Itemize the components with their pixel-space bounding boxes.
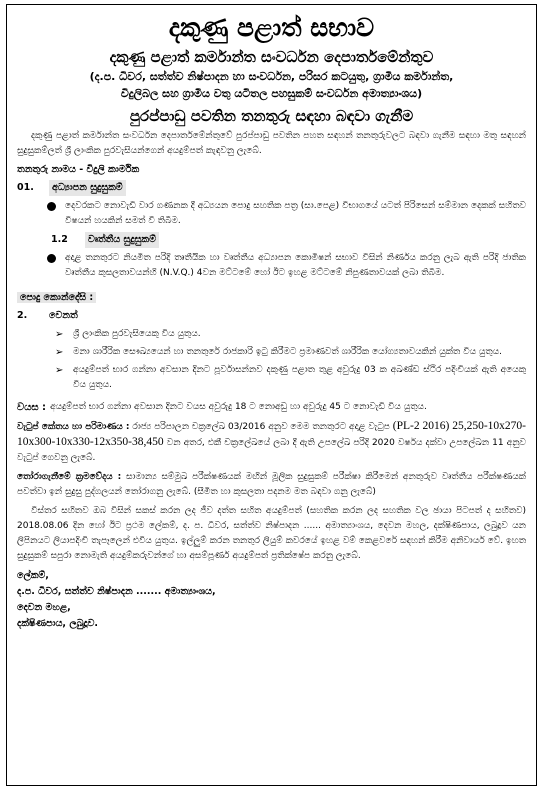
ministry-line-1: (ද.ප. ධීවර, සත්ත්ව නිෂ්පාදන හා සංවර්ධන, පරිසර කටයුතු, ග්‍රාමීය කර්මාන්ත, bbox=[89, 70, 454, 83]
section-1-item bbox=[47, 199, 526, 229]
bullet-dot-icon bbox=[47, 254, 56, 263]
notice-page bbox=[6, 4, 537, 786]
condition-text: ශ්‍රී ලාංකික පුරවැසියෙකු විය යුතුය. bbox=[73, 329, 201, 339]
age-section bbox=[17, 400, 526, 415]
age-label: වයස : bbox=[17, 402, 47, 413]
bullet-dot-icon bbox=[47, 202, 56, 211]
section-1-2-text: අදාළ තනතුරට නියමිත පරිදි තෘතීයික හා වෘත්තීය අධ්‍යාපන කොමිෂන් සභාව විසින් නිර්ණය කරනු ලැබ ඇති පරිදි ජාතික වෘත්තීය කුසලතාවයන්හි (N.V.Q.) 4වන මට්ටමේ හෝ ඊට ඉහළ මට්ටමේ නිපුණතාවයක් ලබා තිබීම. bbox=[65, 253, 526, 278]
condition-text: මනා ශාරීරික සෞඛ්‍යයෙන් හා තනතුරේ රාජකාරි ඉටු කිරීමට ප්‍රමාණවත් ශාරීරික යෝග්‍යතාවයකින් යුක්ත විය යුතුය. bbox=[73, 347, 503, 357]
section-1-title: අධ්‍යාපන සුදුසුකම් bbox=[49, 180, 126, 196]
section-1-2-title: වෘත්තීය සුදුසුකම් bbox=[85, 232, 159, 248]
salary-label: වැටුප් කේතය හා පරිමාණය : bbox=[17, 422, 130, 432]
department-heading: දකුණු පළාත් කර්මාන්ත සංවර්ධන දෙපාර්තමේන්තුව bbox=[109, 48, 434, 66]
salary-text-1: රාජ්‍ය පරිපාලන චක්‍රලේඛ 03/2016 අනුව මෙම තනතුරට අදාළ වැටුප bbox=[132, 422, 390, 432]
salary-text-2: වන අතර, එකී චක්‍රලේඛයේ ලබා දී ඇති උපලේඛ පරිදි 2020 වර්ෂය දක්වා උපලේඛන 11 අනුව වැටුප් ගෙවනු ලැබේ. bbox=[17, 438, 526, 463]
council-heading: දකුණු පළාත් සභාව bbox=[168, 13, 375, 42]
ministry-line-2: විදුලිබල සහ ග්‍රාමීය වතු යටිතල පහසුකම් සංවර්ධන අමාත්‍යාංශය) bbox=[120, 87, 423, 100]
application-instructions: විස්තර සහිතව ඔබ විසින් සකස් කරන ලද ජීව දත්ත සහිත අයදුම්පත් (සහතික කරන ලද සහතික වල ඡායා පිටපත් ද සහිතව) 2018.08.06 දින හෝ ඊට ප්‍රථම ලේකම්, ද. ප. ධීවර, සත්ත්ව නිෂ්පාදන ...... අමාත්‍යාංශය, දෙවන මහල, දක්ෂිණපාය, ලබුදූව යන ලිපිනයට ලියාපදිංචි තැපෑලෙන් එවිය යුතුය. ඉල්ලුම් කරන තනතුර ලියුම් කවරයේ ඉහළ වම් කෙළවරේ සඳහන් කිරීම අනිවාර්ය වේ. ඉහත සුදුසුකම් සපුරා නොමැති අයදුම්කරුවන්ගේ හා අසම්පූර්ණ අයදුම්පත් ප්‍රතික්ෂේප කරනු ලැබේ. bbox=[17, 506, 526, 561]
section-1-2-item bbox=[47, 251, 526, 281]
section-2-heading bbox=[17, 308, 526, 324]
signature-address: දක්ෂිණපාය, ලබුදූව. bbox=[17, 618, 99, 629]
arrow-right-icon: ➢ bbox=[55, 329, 64, 340]
salary-scale: (PL-2 2016) 25,250-10x270-10x300-10x330-12x350-38,450 bbox=[17, 420, 526, 448]
section-2-number: 2. bbox=[17, 310, 28, 321]
section-2-title: වෙනත් bbox=[49, 310, 78, 321]
signature-title: ලේකම්, bbox=[17, 570, 49, 581]
arrow-right-icon: ➢ bbox=[55, 365, 64, 376]
section-1-2-number: 1.2 bbox=[51, 234, 68, 245]
signature-block bbox=[17, 568, 526, 632]
arrow-right-icon: ➢ bbox=[55, 347, 64, 358]
selection-label: තෝරාගැනීමේ ක්‍රමවේදය : bbox=[17, 472, 122, 482]
vacancy-title: පුරප්පාඩු පවතින තනතුරු සඳහා බඳවා ගැනීම bbox=[129, 107, 414, 125]
selection-section bbox=[17, 470, 526, 500]
condition-text: අයදුම්පත් භාර ගන්නා අවසාන දිනට පූර්වාසන්නව දකුණු පළාත තුළ අවුරුදු 03 ක අඛණ්ඩ ස්ථිර පදිංචියක් ඇති අයෙකු විය යුතුය. bbox=[73, 365, 526, 390]
salary-section bbox=[17, 419, 526, 466]
condition-item bbox=[17, 363, 526, 393]
condition-item bbox=[17, 345, 526, 360]
post-name: තනතුරු නාමය - විදුලි කාර්මික bbox=[17, 164, 140, 175]
condition-item bbox=[17, 327, 526, 342]
intro-paragraph: දකුණු පළාත් කර්මාන්ත සංවර්ධන දෙපාර්තමේන්තුවේ පුරප්පාඩු පවතින පහත සඳහන් තනතුරුවලට බඳවා ගැනීම සඳහා මතු සඳහන් සුදුසුකම්ලත් ශ්‍රී ලාංකික පුරවැසියන්ගෙන් අයදුම්පත් කැඳවනු ලැබේ. bbox=[17, 131, 526, 156]
general-conditions-title: පොදු කොන්දේසි : bbox=[17, 290, 526, 306]
selection-text: සාමාන්‍ය සම්මුඛ පරීක්ෂණයක් මඟින් මූලික සුදුසුකම් පරීක්ෂා කිරීමෙන් අනතුරුව වෘත්තීය පරීක්ෂණයක් පවත්වා ඉන් සුදුසු පුද්ගලයන් තෝරාගනු ලැබේ. (සීමිත හා කුසලතා පදනම මත බඳවා ගනු ලැබේ) bbox=[17, 472, 526, 497]
section-1-number: 01. bbox=[17, 182, 34, 193]
section-1-2-heading bbox=[51, 232, 526, 248]
signature-floor: දෙවන මහළ, bbox=[17, 602, 71, 613]
section-1-heading bbox=[17, 180, 526, 196]
signature-ministry: ද.ප. ධීවර, සත්ත්ව නිෂ්පාදන ....... අමාත්‍යාංශය, bbox=[17, 586, 216, 597]
section-1-text: දෙවරකට නොවැඩි වාර ගණනක දී අධ්‍යයන පොදු සහතික පත්‍ර (සා.පෙළ) විභාගයේ යටත් පිරිසෙන් සම්මාන දෙකක් සහිතව විෂයන් හයකින් සමත් වී තිබීම. bbox=[65, 201, 526, 226]
age-text: අයදුම්පත් භාර ගන්නා අවසාන දිනට වයස අවුරුදු 18 ට නොඅඩු හා අවුරුදු 45 ට නොවැඩි විය යුතුය. bbox=[50, 402, 427, 412]
